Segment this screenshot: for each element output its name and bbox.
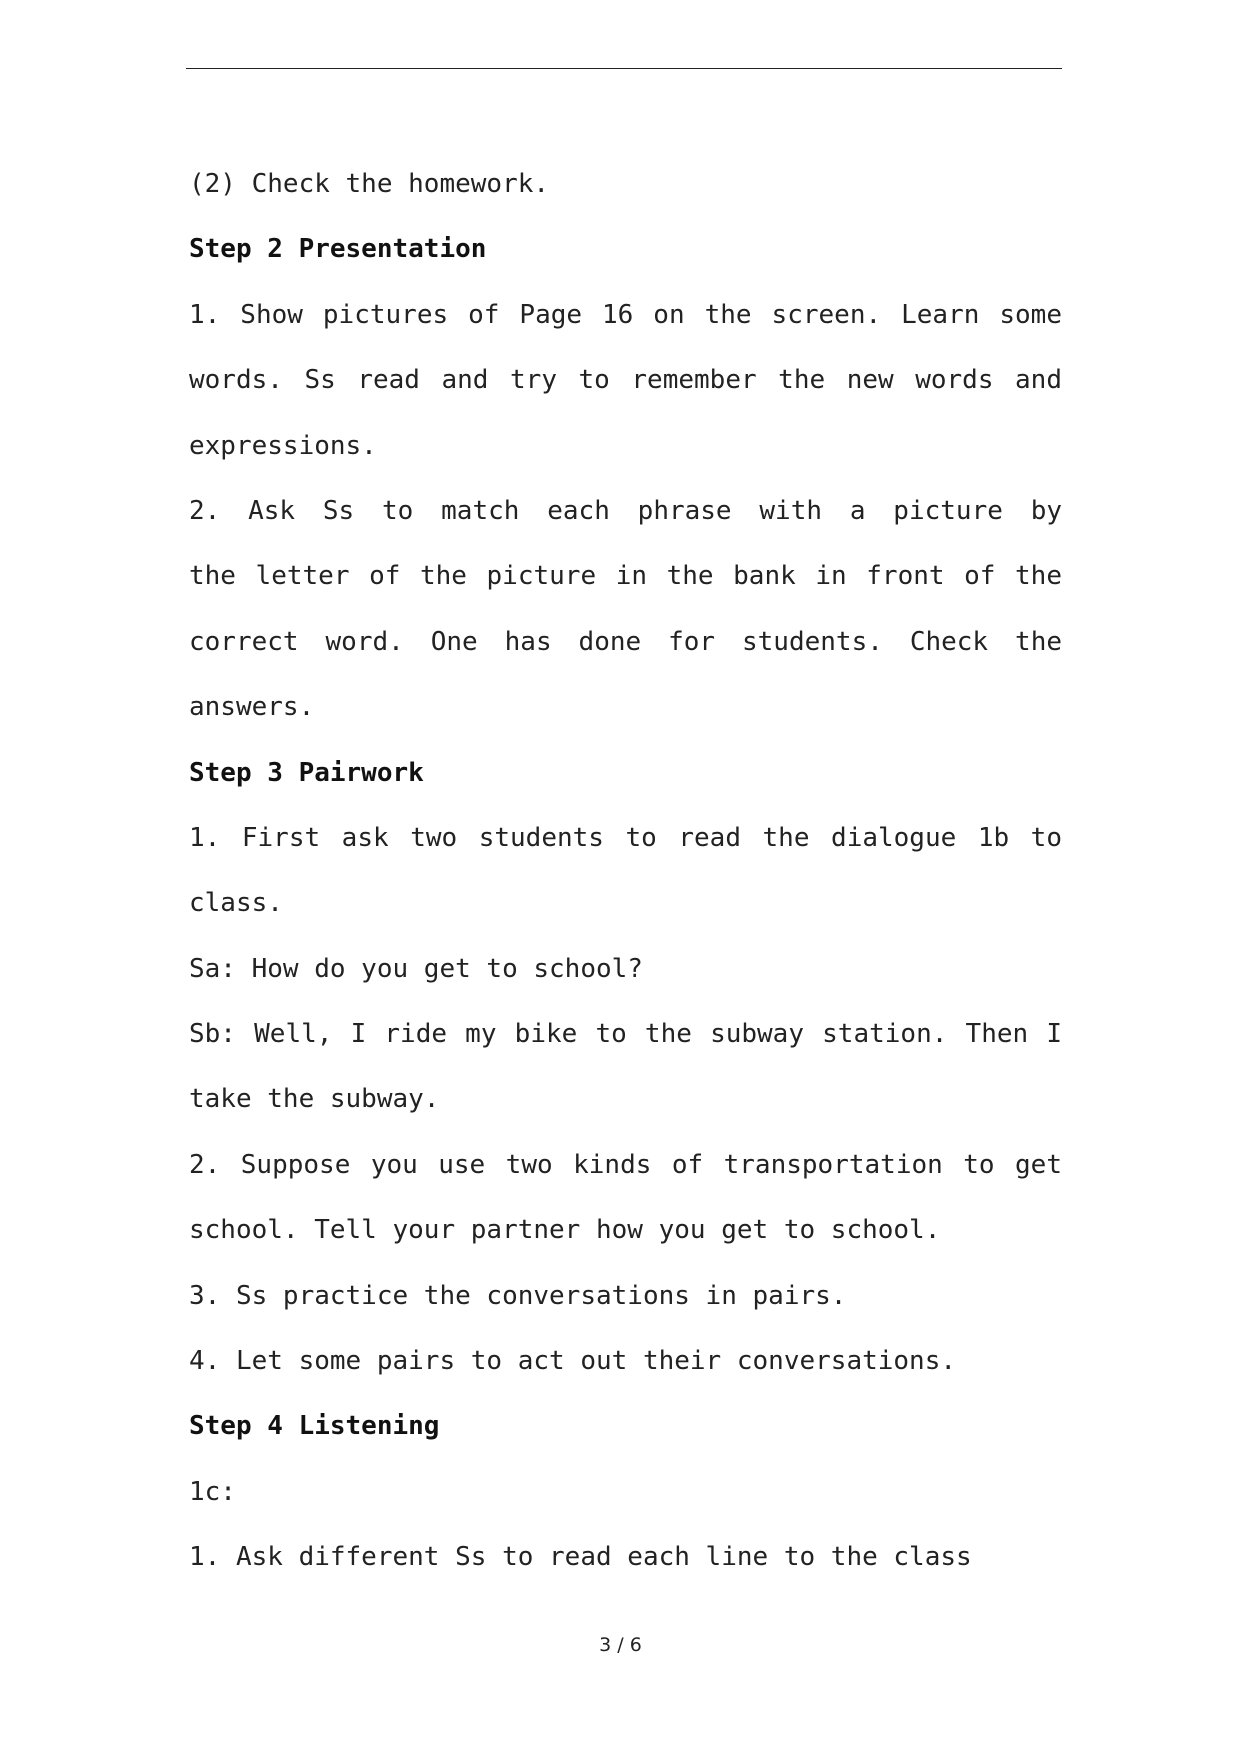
text-line: (2) Check the homework. — [189, 169, 550, 199]
text-line: 3. Ss practice the conversations in pairs. — [189, 1280, 847, 1311]
section-heading: Step 4 Listening — [189, 1411, 440, 1442]
section-heading: Step 2 Presentation — [189, 234, 487, 265]
text-line: 4. Let some pairs to act out their conversations. — [189, 1346, 957, 1377]
dialogue-line: Sb: Well, I ride my bike to the subway station. Then I — [189, 1019, 1062, 1050]
text-line: 1. Show pictures of Page 16 on the screen. Learn some — [189, 299, 1062, 330]
text-line: words. Ss read and try to remember the new words and — [189, 365, 1062, 396]
text-line: school. Tell your partner how you get to school. — [189, 1215, 941, 1246]
text-line: 1. First ask two students to read the dialogue 1b to — [189, 822, 1062, 853]
text-line: 2. Ask Ss to match each phrase with a picture by — [189, 495, 1062, 526]
section-heading: Step 3 Pairwork — [189, 757, 424, 788]
text-line: class. — [189, 888, 283, 919]
text-line: correct word. One has done for students. Check the — [189, 626, 1062, 657]
text-line: 1. Ask different Ss to read each line to the class — [189, 1542, 972, 1573]
text-line: expressions. — [189, 430, 377, 461]
text-line: the letter of the picture in the bank in front of the — [189, 561, 1062, 592]
document-body — [189, 152, 1062, 1591]
header-rule — [186, 68, 1062, 69]
text-line: 1c: — [189, 1476, 236, 1507]
dialogue-line: take the subway. — [189, 1084, 440, 1115]
text-line: answers. — [189, 692, 315, 723]
page-number: 3 / 6 — [599, 1634, 642, 1656]
text-line: 2. Suppose you use two kinds of transportation to get — [189, 1149, 1062, 1180]
dialogue-line: Sa: How do you get to school? — [189, 953, 643, 984]
